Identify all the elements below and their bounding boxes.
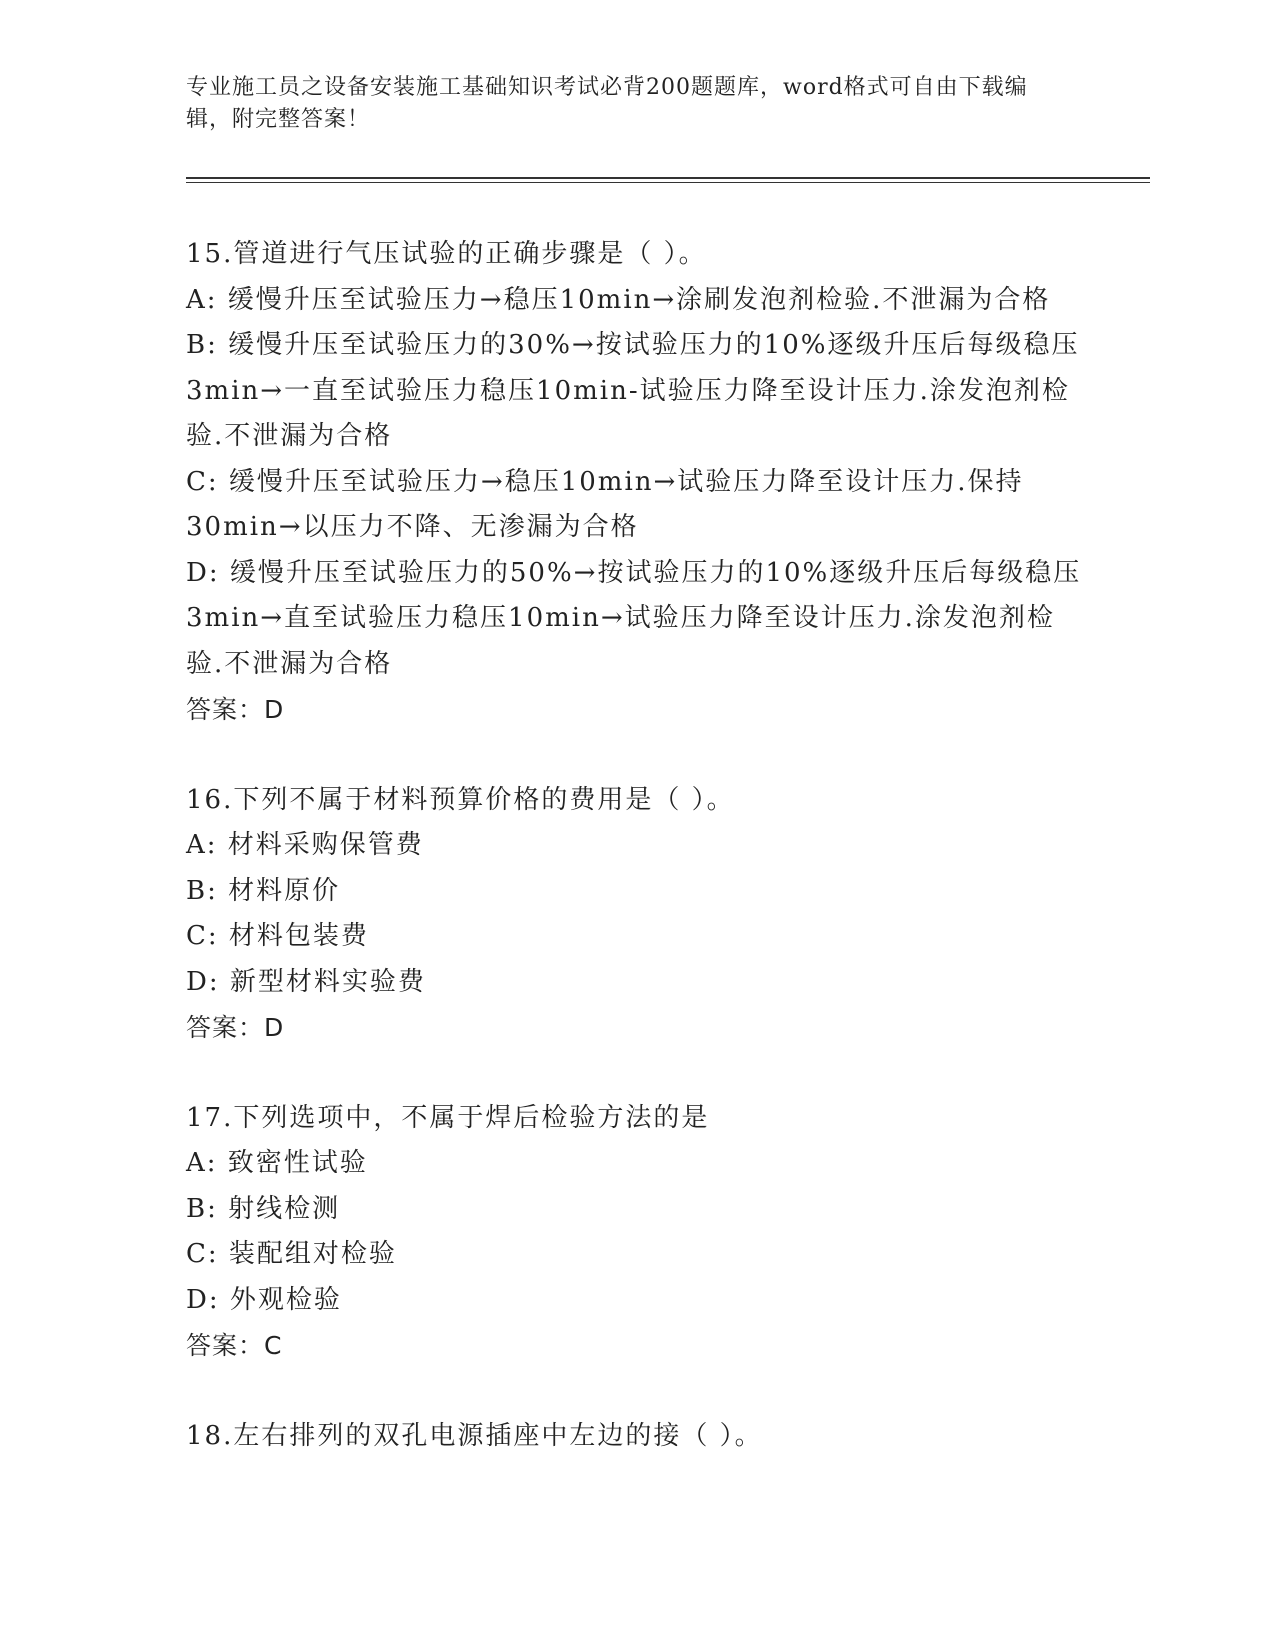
option-a: A: 致密性试验 xyxy=(186,1148,368,1178)
option-c: C: 材料包装费 xyxy=(186,921,369,951)
question-stem: 16.下列不属于材料预算价格的费用是（ ）。 xyxy=(186,784,735,815)
page-header: 专业施工员之设备安装施工基础知识考试必背200题题库，word格式可自由下载编辑，附完整答案！ xyxy=(186,75,1028,132)
question-17 xyxy=(186,1096,1086,1369)
option-c: C: 装配组对检验 xyxy=(186,1239,397,1269)
question-15 xyxy=(186,232,1086,733)
answer: 答案：C xyxy=(186,1331,283,1360)
option-b: B: 缓慢升压至试验压力的30%→按试验压力的10%逐级升压后每级稳压3min→一直至试验压力稳压10min-试验压力降至设计压力.涂发泡剂检验.不泄漏为合格 xyxy=(186,330,1080,451)
answer: 答案：D xyxy=(186,1013,285,1042)
question-18 xyxy=(186,1414,1086,1460)
question-stem: 15.管道进行气压试验的正确步骤是（ ）。 xyxy=(186,239,707,269)
question-stem: 17.下列选项中，不属于焊后检验方法的是 xyxy=(186,1102,710,1133)
option-b: B: 射线检测 xyxy=(186,1193,341,1224)
question-16 xyxy=(186,778,1086,1051)
option-a: A: 材料采购保管费 xyxy=(186,830,424,860)
question-stem: 18.左右排列的双孔电源插座中左边的接（ ）。 xyxy=(186,1420,763,1451)
option-d: D: 缓慢升压至试验压力的50%→按试验压力的10%逐级升压后每级稳压3min→直至试验压力稳压10min→试验压力降至设计压力.涂发泡剂检验.不泄漏为合格 xyxy=(186,557,1082,679)
option-c: C: 缓慢升压至试验压力→稳压10min→试验压力降至设计压力.保持30min→以压力不降、无渗漏为合格 xyxy=(186,466,1024,542)
answer: 答案：D xyxy=(186,695,285,724)
option-d: D: 外观检验 xyxy=(186,1284,342,1315)
header-divider xyxy=(186,177,1150,183)
option-a: A: 缓慢升压至试验压力→稳压10min→涂刷发泡剂检验.不泄漏为合格 xyxy=(186,284,1051,315)
option-d: D: 新型材料实验费 xyxy=(186,966,426,997)
question-list xyxy=(186,232,1086,1504)
option-b: B: 材料原价 xyxy=(186,875,341,906)
